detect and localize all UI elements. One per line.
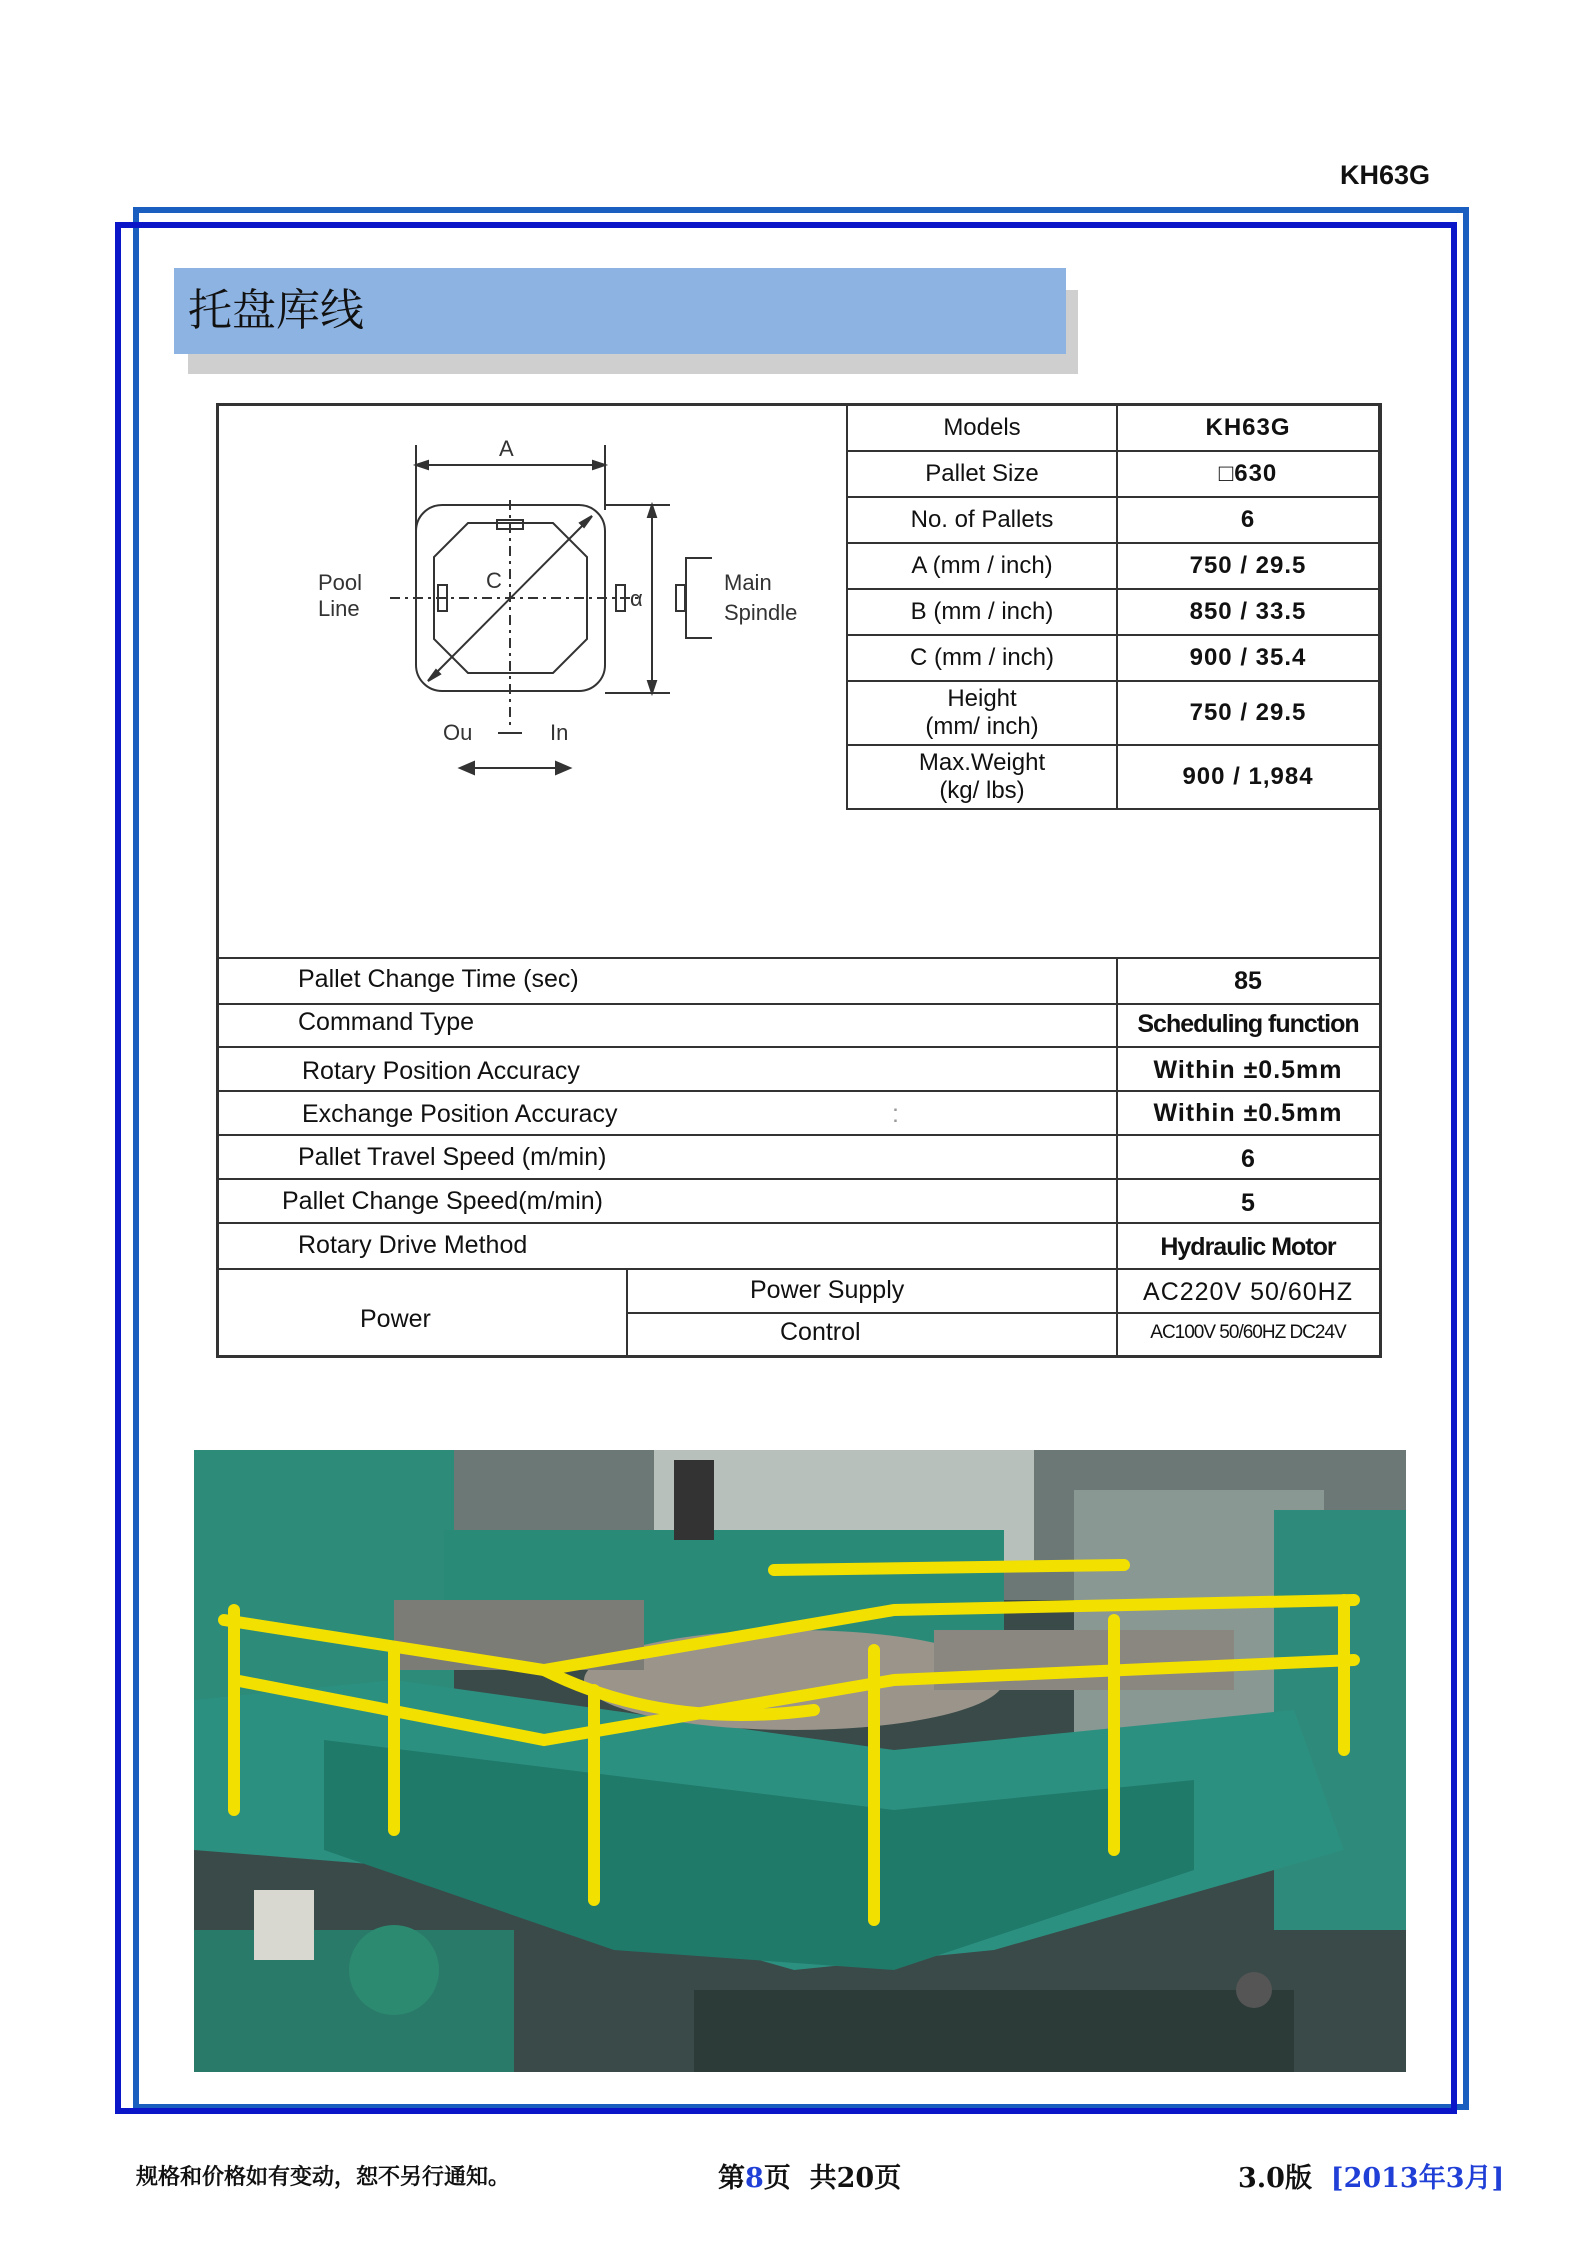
- pallet-diagram: [300, 430, 820, 790]
- version: 3.0版: [1238, 2163, 1312, 2194]
- page-suffix: 页: [874, 2163, 902, 2194]
- control-label: Control: [780, 1318, 861, 1346]
- power-supply-value: AC220V 50/60HZ: [1143, 1278, 1353, 1306]
- power-label: Power: [360, 1305, 431, 1333]
- pool-line-label-2: Line: [318, 596, 360, 621]
- pallet-line-photo: [194, 1450, 1406, 2072]
- pool-line-label: Pool: [318, 570, 363, 595]
- row-divider: [218, 957, 1380, 959]
- row-value: 6: [1241, 1145, 1255, 1173]
- table-row: [847, 543, 1379, 589]
- dim-b-label: α: [630, 586, 643, 611]
- spec-value: 750 / 29.5: [1117, 681, 1379, 745]
- table-row: [847, 635, 1379, 681]
- spec-value: KH63G: [1117, 405, 1379, 451]
- footer-notice: 规格和价格如有变动，恕不另行通知。: [136, 2164, 511, 2190]
- main-spindle-label: Main: [724, 570, 772, 595]
- row-value: 85: [1234, 967, 1262, 995]
- table-row: [847, 451, 1379, 497]
- row-value: Within ±0.5mm: [1153, 1056, 1343, 1084]
- table-row: [847, 745, 1379, 809]
- spec-table: [846, 404, 1380, 810]
- row-label: Command Type: [298, 1008, 475, 1036]
- row-value: 5: [1241, 1189, 1255, 1217]
- row-divider: [218, 1222, 1380, 1224]
- row-divider: [218, 1003, 1380, 1005]
- spec-label: A (mm / inch): [847, 543, 1117, 589]
- main-spindle-label-2: Spindle: [724, 600, 798, 625]
- row-value: Hydraulic Motor: [1160, 1233, 1336, 1261]
- footer-page: [718, 2156, 901, 2195]
- spec-value: □630: [1117, 451, 1379, 497]
- table-row: [847, 681, 1379, 745]
- spec-value: 900 / 35.4: [1117, 635, 1379, 681]
- row-value: Within ±0.5mm: [1153, 1099, 1343, 1127]
- out-label: Ou: [443, 720, 473, 745]
- spec-label: No. of Pallets: [847, 497, 1117, 543]
- dim-c-label: C: [486, 568, 502, 593]
- spec-label: Max.Weight (kg/ lbs): [847, 745, 1117, 809]
- row-value: Scheduling function: [1137, 1010, 1359, 1038]
- table-row: [847, 405, 1379, 451]
- row-label: Pallet Travel Speed (m/min): [298, 1143, 607, 1171]
- row-divider: [218, 1268, 1380, 1270]
- in-label: In: [550, 720, 569, 745]
- row-divider: [218, 1178, 1380, 1180]
- spec-value: 750 / 29.5: [1117, 543, 1379, 589]
- page-number: 8: [745, 2163, 764, 2194]
- spec-value: 6: [1117, 497, 1379, 543]
- spec-label: Pallet Size: [847, 451, 1117, 497]
- page-prefix: 第: [718, 2163, 745, 2194]
- page-total: 20: [836, 2163, 875, 2194]
- spec-label: C (mm / inch): [847, 635, 1117, 681]
- footer-version: [1238, 2156, 1504, 2195]
- row-label: Rotary Position Accuracy: [302, 1057, 580, 1085]
- power-supply-label: Power Supply: [750, 1276, 905, 1304]
- spec-label: B (mm / inch): [847, 589, 1117, 635]
- row-divider: [218, 1046, 1380, 1048]
- spec-label: Models: [847, 405, 1117, 451]
- exchange-colon: :: [892, 1100, 899, 1128]
- table-row: [847, 589, 1379, 635]
- col-divider: [626, 1268, 628, 1355]
- row-divider: [626, 1312, 1380, 1314]
- date: [2013年3月]: [1330, 2163, 1505, 2194]
- control-value: AC100V 50/60HZ DC24V: [1150, 1322, 1346, 1343]
- row-label: Rotary Drive Method: [298, 1231, 528, 1259]
- table-row: [847, 497, 1379, 543]
- dim-a-label: A: [499, 436, 514, 461]
- row-divider: [218, 1134, 1380, 1136]
- row-label: Exchange Position Accuracy: [302, 1100, 618, 1128]
- section-title: 托盘库线: [174, 268, 1066, 354]
- spec-value: 900 / 1,984: [1117, 745, 1379, 809]
- spec-label: Height (mm/ inch): [847, 681, 1117, 745]
- model-code: KH63G: [1340, 160, 1431, 190]
- row-label: Pallet Change Time (sec): [298, 965, 579, 993]
- spec-value: 850 / 33.5: [1117, 589, 1379, 635]
- page-mid: 页 共: [763, 2163, 837, 2194]
- row-label: Pallet Change Speed(m/min): [282, 1187, 603, 1215]
- row-divider: [218, 1090, 1380, 1092]
